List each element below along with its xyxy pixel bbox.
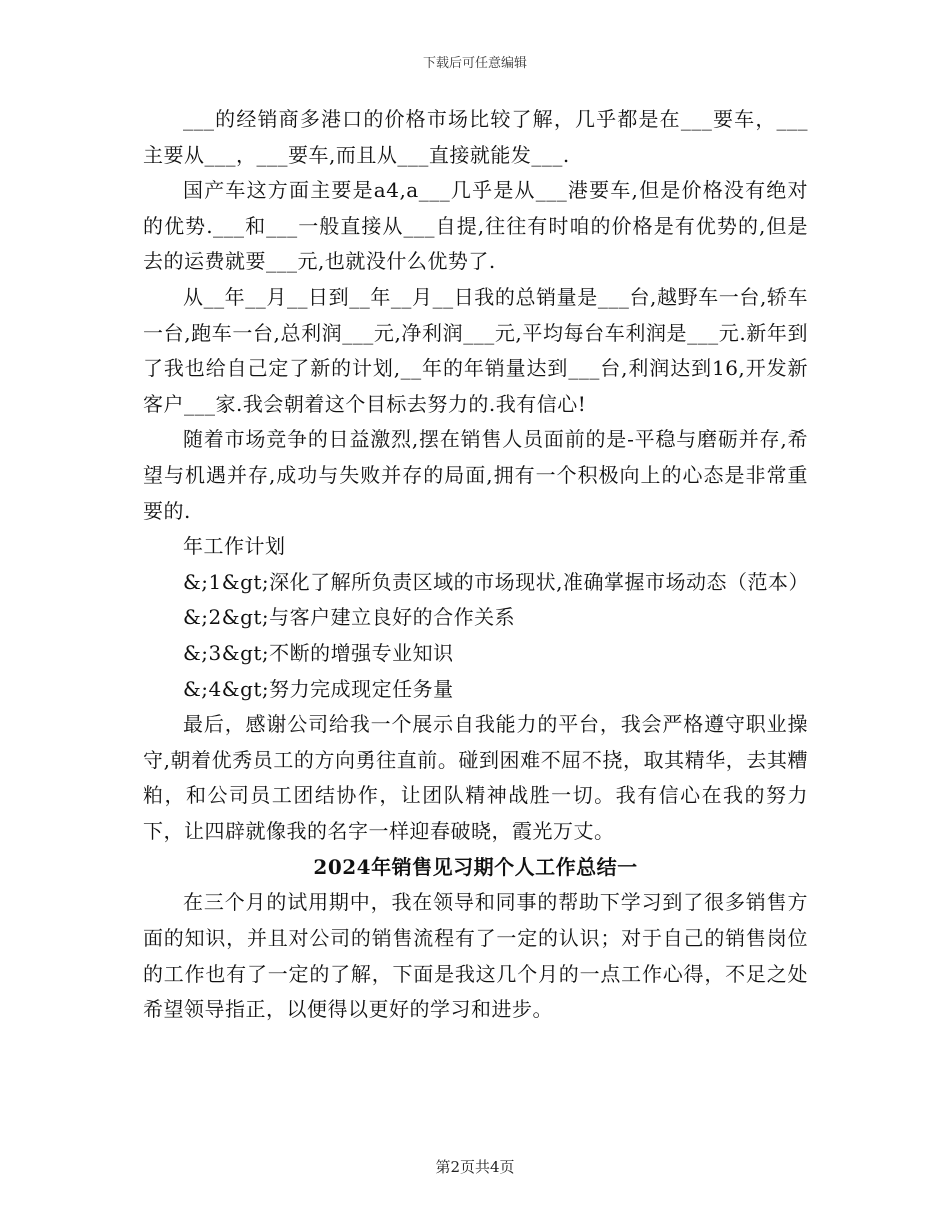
section-title: 2024年销售见习期个人工作总结一 [313,855,638,880]
plan-item: &;3&gt;不断的增强专业知识 [183,640,454,665]
paragraph: 从__年__月__日到__年__月__日我的总销量是___台,越野车一台,轿车一台,跑车一台,总利润___元,净利润___元,平均每台车利润是___元.新年到了我也给自己定了新的计划,__年的年销量达到___台,利润达到16,开发新客户___家.我会朝着这个目标去努力的.我有信心! [143,284,808,416]
page-number: 第2页共4页 [435,1158,515,1176]
page-header: 下载后可任意编辑 [422,56,527,71]
paragraph: 在三个月的试用期中，我在领导和同事的帮助下学习到了很多销售方面的知识，并且对公司的销售流程有了一定的认识；对于自己的销售岗位的工作也有了一定的了解，下面是我这几个月的一点工作心得，不足之处希望领导指正，以便得以更好的学习和进步。 [143,890,808,1022]
paragraph: 国产车这方面主要是a4,a___几乎是从___港要车,但是价格没有绝对的优势.___和___一般直接从___自提,往往有时咱的价格是有优势的,但是去的运费就要___元,也就没什么优势了. [143,178,808,274]
paragraph: 随着市场竞争的日益激烈,摆在销售人员面前的是-平稳与磨砺并存,希望与机遇并存,成功与失败并存的局面,拥有一个积极向上的心态是非常重要的. [143,427,808,523]
plan-item: &;2&gt;与客户建立良好的合作关系 [183,605,516,630]
paragraph: ___的经销商多港口的价格市场比较了解，几乎都是在___要车，___主要从___，___要车,而且从___直接就能发___. [143,107,808,167]
plan-item: &;1&gt;深化了解所负责区域的市场现状,准确掌握市场动态（范本） [183,569,810,594]
paragraph: 最后，感谢公司给我一个展示自我能力的平台，我会严格遵守职业操守,朝着优秀员工的方向勇往直前。碰到困难不屈不挠，取其精华，去其糟粕，和公司员工团结协作，让团队精神战胜一切。我有信心在我的努力下，让四辟就像我的名字一样迎春破晓，霞光万丈。 [143,712,808,843]
plan-heading: 年工作计划 [183,534,286,559]
plan-item: &;4&gt;努力完成现定任务量 [183,676,454,701]
document-body [143,102,808,1028]
